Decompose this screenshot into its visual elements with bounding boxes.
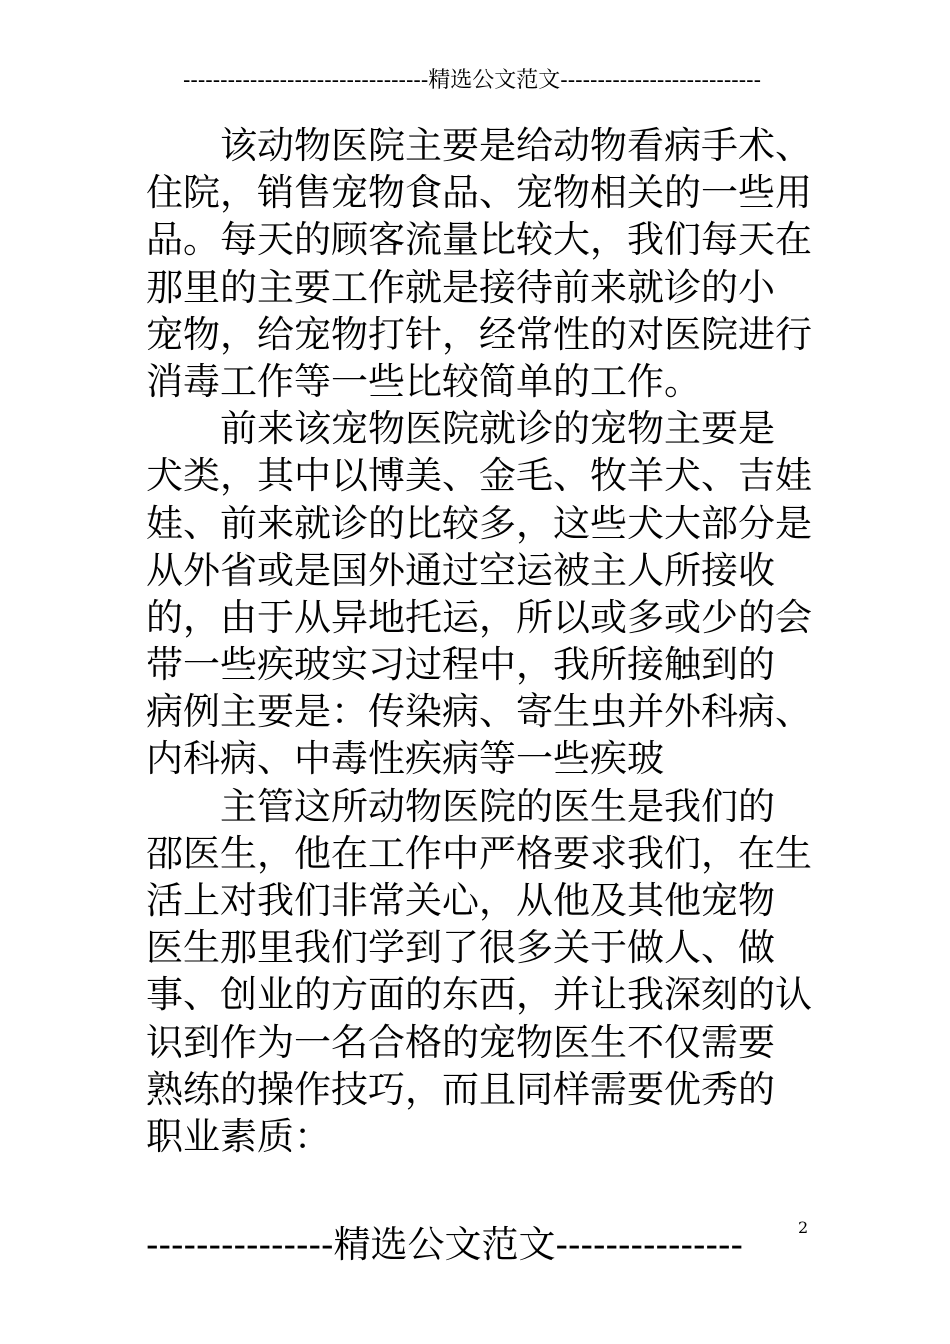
page-header: ---------------------------------精选公文范文---------------------------	[182, 68, 762, 93]
text-line: 病例主要是：传染病、寄生虫并外科病、	[146, 690, 812, 734]
text-line: 熟练的操作技巧，而且同样需要优秀的	[146, 1067, 775, 1111]
text-line: 那里的主要工作就是接待前来就诊的小	[146, 265, 775, 309]
text-line: 带一些疾玻实习过程中，我所接触到的	[146, 643, 775, 687]
text-line: 从外省或是国外通过空运被主人所接收	[146, 548, 775, 592]
text-line: 内科病、中毒性疾病等一些疾玻	[146, 737, 664, 781]
text-line: 识到作为一名合格的宠物医生不仅需要	[146, 1020, 775, 1064]
text-line: 前来该宠物医院就诊的宠物主要是	[220, 407, 775, 451]
page-number: 2	[798, 1218, 809, 1237]
text-line: 住院，销售宠物食品、宠物相关的一些用	[146, 171, 812, 215]
paragraph-3	[146, 783, 812, 1161]
document-body	[146, 122, 812, 1160]
text-line: 娃、前来就诊的比较多，这些犬大部分是	[146, 501, 812, 545]
text-line: 品。每天的顾客流量比较大，我们每天在	[146, 218, 812, 262]
paragraph-2	[146, 405, 812, 783]
text-line: 的，由于从异地托运，所以或多或少的会	[146, 595, 812, 639]
text-line: 消毒工作等一些比较简单的工作。	[146, 359, 701, 403]
text-line: 主管这所动物医院的医生是我们的	[220, 784, 775, 828]
text-line: 邵医生，他在工作中严格要求我们，在生	[146, 831, 812, 875]
text-line: 医生那里我们学到了很多关于做人、做	[146, 926, 775, 970]
paragraph-1	[146, 122, 812, 405]
page-footer: ---------------精选公文范文---------------	[146, 1223, 744, 1266]
text-line: 职业素质：	[146, 1114, 331, 1158]
text-line: 事、创业的方面的东西，并让我深刻的认	[146, 973, 812, 1017]
text-line: 宠物，给宠物打针，经常性的对医院进行	[146, 312, 812, 356]
text-line: 活上对我们非常关心，从他及其他宠物	[146, 879, 775, 922]
text-line: 该动物医院主要是给动物看病手术、	[220, 124, 812, 167]
text-line: 犬类，其中以博美、金毛、牧羊犬、吉娃	[146, 454, 812, 498]
